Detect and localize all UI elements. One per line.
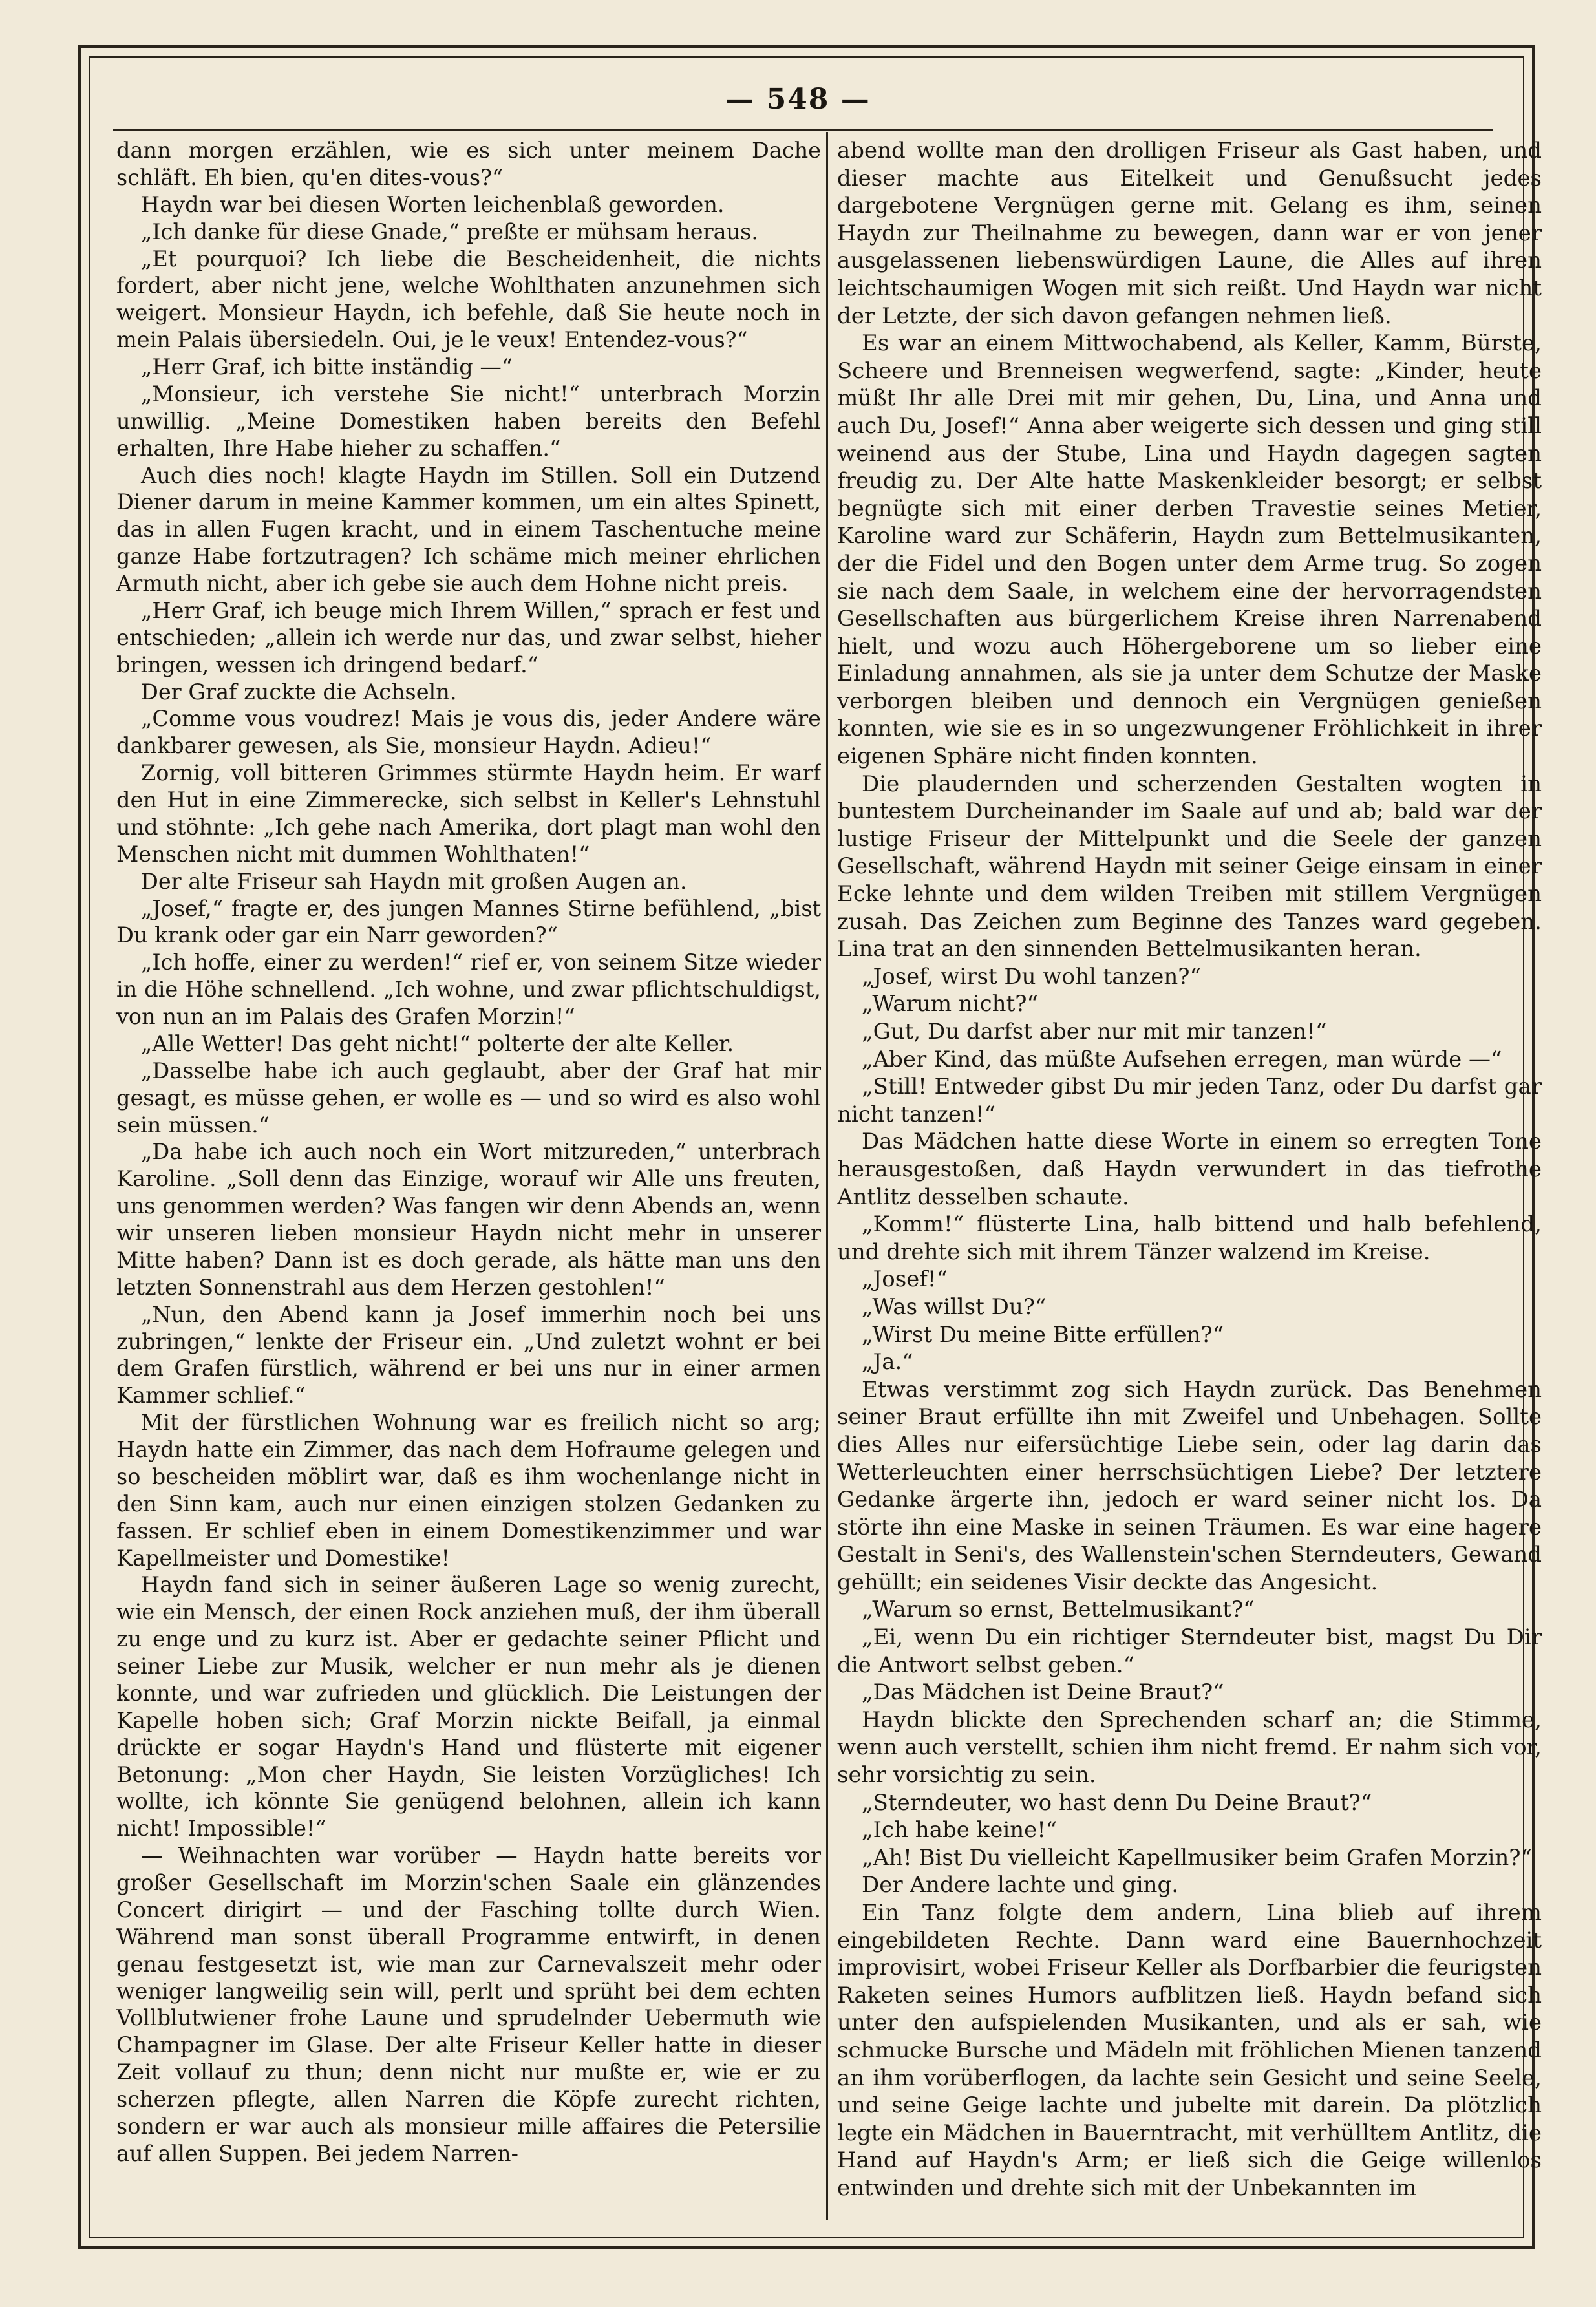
paragraph: „Wirst Du meine Bitte erfüllen?“	[862, 1321, 1224, 1348]
paragraph: Zornig, voll bitteren Grimmes stürmte Haydn heim. Er warf den Hut in eine Zimmerecke, sich selbst in Keller's Lehnstuhl und stöhnte: „Ich gehe nach Amerika, dort plagt man wohl den Menschen nicht mit dummen Wohlthaten!“	[116, 760, 821, 867]
paragraph: „Monsieur, ich verstehe Sie nicht!“ unterbrach Morzin unwillig. „Meine Domestiken haben bereits den Befehl erhalten, Ihre Habe hieher zu schaffen.“	[116, 381, 821, 461]
paragraph: Mit der fürstlichen Wohnung war es freilich nicht so arg; Haydn hatte ein Zimmer, das nach dem Hofraume gelegen und so bescheiden möblirt war, daß es ihm wochenlange nicht in den Sinn kam, auch nur einen einzigen stolzen Gedanken zu fassen. Er schlief eben in einem Domestikenzimmer und war Kapellmeister und Domestike!	[116, 1410, 821, 1571]
paragraph: „Was willst Du?“	[862, 1293, 1047, 1320]
column-divider	[826, 132, 828, 2220]
paragraph: „Josef,“ fragte er, des jungen Mannes Stirne befühlend, „bist Du krank oder gar ein Narr geworden?“	[116, 895, 821, 948]
paragraph: Haydn blickte den Sprechenden scharf an; die Stimme, wenn auch verstellt, schien ihm nicht fremd. Er nahm sich vor, sehr vorsichtig zu sein.	[837, 1706, 1542, 1789]
paragraph: Die plaudernden und scherzenden Gestalten wogten in buntestem Durcheinander im Saale auf und ab; bald war der lustige Friseur der Mittelpunkt und die Seele der ganzen Gesellschaft, während Haydn mit seiner Geige einsam in einer Ecke lehnte und dem wilden Treiben mit stillem Vergnügen zusah. Das Zeichen zum Beginne des Tanzes ward gegeben. Lina trat an den sinnenden Bettelmusikanten heran.	[837, 771, 1542, 962]
paragraph: Ein Tanz folgte dem andern, Lina blieb auf ihrem eingebildeten Rechte. Dann ward eine Bauernhochzeit improvisirt, wobei Friseur Keller als Dorfbarbier die feurigsten Raketen seines Humors aufblitzen ließ. Haydn befand sich unter den aufspielenden Musikanten, und als er sah, wie schmucke Bursche und Mädeln mit fröhlichen Mienen tanzend an ihm vorüberflogen, da lachte sein Gesicht und seine Seele, und seine Geige lachte und jubelte mit darein. Da plötzlich legte ein Mädchen in Bauerntracht, mit verhülltem Antlitz, die Hand auf Haydn's Arm; er ließ sich die Geige willenlos entwinden und drehte sich mit der Unbekannten im	[837, 1900, 1542, 2201]
paragraph: Haydn fand sich in seiner äußeren Lage so wenig zurecht, wie ein Mensch, der einen Rock anziehen muß, der ihm überall zu enge und zu kurz ist. Aber er gedachte seiner Pflicht und seiner Liebe zur Musik, welcher er nun mehr als je dienen konnte, und war zufrieden und glücklich. Die Leistungen der Kapelle hoben sich; Graf Morzin nickte Beifall, ja einmal drückte er sogar Haydn's Hand und flüsterte mit eigener Betonung: „Mon cher Haydn, Sie leisten Vorzügliches! Ich wollte, ich könnte Sie genügend belohnen, allein ich kann nicht! Impossible!“	[116, 1572, 821, 1842]
paragraph: „Ich hoffe, einer zu werden!“ rief er, von seinem Sitze wieder in die Höhe schnellend. „Ich wohne, und zwar pflichtschuldigst, von nun an im Palais des Grafen Morzin!“	[116, 950, 821, 1029]
paragraph: dann morgen erzählen, wie es sich unter meinem Dache schläft. Eh bien, qu'en dites-vous?“	[116, 138, 821, 190]
paragraph: „Aber Kind, das müßte Aufsehen erregen, man würde —“	[862, 1046, 1502, 1072]
paragraph: — Weihnachten war vorüber — Haydn hatte bereits vor großer Gesellschaft im Morzin'schen Saale ein glänzendes Concert dirigirt — und der Fasching tollte durch Wien. Während man sonst überall Programme entwirft, in denen genau festgesetzt ist, wie man zur Carnevalszeit mehr oder weniger langweilig sein will, perlt und sprüht bei dem echten Vollblutwiener frohe Laune und sprudelnder Uebermuth wie Champagner im Glase. Der alte Friseur Keller hatte in dieser Zeit vollauf zu thun; denn nicht nur mußte er, wie er zu scherzen pflegte, allen Narren die Köpfe zurecht richten, sondern er war auch als monsieur mille affaires die Petersilie auf allen Suppen. Bei jedem Narren-	[116, 1843, 821, 2166]
paragraph: „Dasselbe habe ich auch geglaubt, aber der Graf hat mir gesagt, es müsse gehen, er wolle es — und so wird es also wohl sein müssen.“	[116, 1058, 821, 1138]
paragraph: „Josef!“	[862, 1266, 948, 1293]
right-column	[837, 137, 1542, 2212]
paragraph: „Alle Wetter! Das geht nicht!“ polterte der alte Keller.	[141, 1030, 734, 1056]
paragraph: „Comme vous voudrez! Mais je vous dis, jeder Andere wäre dankbarer gewesen, als Sie, monsieur Haydn. Adieu!“	[116, 706, 821, 759]
paragraph: „Da habe ich auch noch ein Wort mitzureden,“ unterbrach Karoline. „Soll denn das Einzige, worauf wir Alle uns freuten, uns genommen werden? Was fangen wir denn Abends an, wenn wir unseren lieben monsieur Haydn nicht mehr in unserer Mitte haben? Dann ist es doch gerade, als hätte man uns den letzten Sonnenstrahl aus dem Herzen gestohlen!“	[116, 1139, 821, 1300]
paragraph: „Warum so ernst, Bettelmusikant?“	[862, 1597, 1255, 1623]
paragraph: Etwas verstimmt zog sich Haydn zurück. Das Benehmen seiner Braut erfüllte ihn mit Zweifel und Unbehagen. Sollte dies Alles nur eifersüchtige Liebe sein, oder lag darin das Wetterleuchten einer herrschsüchtigen Liebe? Der letztere Gedanke ärgerte ihn, jedoch er ward seiner nicht los. Da störte ihn eine Maske in seinen Träumen. Es war eine hagere Gestalt in Seni's, des Wallenstein'schen Sterndeuters, Gewand gehüllt; ein seidenes Visir deckte das Angesicht.	[837, 1376, 1542, 1595]
paragraph: Der Graf zuckte die Achseln.	[141, 679, 457, 705]
paragraph: Der alte Friseur sah Haydn mit großen Augen an.	[141, 868, 687, 894]
paragraph: „Ah! Bist Du vielleicht Kapellmusiker beim Grafen Morzin?“	[862, 1844, 1532, 1871]
left-column	[116, 137, 821, 2212]
paragraph: abend wollte man den drolligen Friseur als Gast haben, und dieser machte aus Eitelkeit und Genußsucht jedes dargebotene Vergnügen gerne mit. Gelang es ihm, seinen Haydn zur Theilnahme zu bewegen, dann war er von jener ausgelassenen liebenswürdigen Laune, die Alles auf ihren leichtschaumigen Wogen mit sich reißt. Und Haydn war nicht der Letzte, der sich davon gefangen nehmen ließ.	[837, 138, 1542, 329]
paragraph: „Ja.“	[862, 1349, 913, 1376]
page-number: — 548 —	[725, 83, 871, 116]
paragraph: „Nun, den Abend kann ja Josef immerhin noch bei uns zubringen,“ lenkte der Friseur ein. „Und zuletzt wohnt er bei dem Grafen fürstlich, während er bei uns nur in einer armen Kammer schlief.“	[116, 1301, 821, 1409]
paragraph: „Das Mädchen ist Deine Braut?“	[862, 1679, 1224, 1706]
paragraph: Auch dies noch! klagte Haydn im Stillen. Soll ein Dutzend Diener darum in meine Kammer kommen, um ein altes Spinett, das in allen Fugen kracht, und in einem Taschentuche meine ganze Habe fortzutragen? Ich schäme mich meiner ehrlichen Armuth nicht, aber ich gebe sie auch dem Hohne nicht preis.	[116, 462, 821, 596]
paragraph: „Herr Graf, ich bitte inständig —“	[141, 354, 513, 379]
paragraph: Das Mädchen hatte diese Worte in einem so erregten Tone herausgestoßen, daß Haydn verwundert in das tiefrothe Antlitz desselben schaute.	[837, 1129, 1542, 1210]
paragraph: Der Andere lachte und ging.	[862, 1872, 1179, 1898]
paragraph: „Komm!“ flüsterte Lina, halb bittend und halb befehlend, und drehte sich mit ihrem Tänzer walzend im Kreise.	[837, 1211, 1542, 1265]
paragraph: „Warum nicht?“	[862, 991, 1038, 1017]
paragraph: Haydn war bei diesen Worten leichenblaß geworden.	[141, 191, 725, 217]
paragraph: „Josef, wirst Du wohl tanzen?“	[862, 963, 1201, 990]
paragraph: „Sterndeuter, wo hast denn Du Deine Braut?“	[862, 1789, 1372, 1816]
paragraph: „Et pourquoi? Ich liebe die Bescheidenheit, die nichts fordert, aber nicht jene, welche Wohlthaten anzunehmen sich weigert. Monsieur Haydn, ich befehle, daß Sie heute noch in mein Palais übersiedeln. Oui, je le veux! Entendez-vous?“	[116, 246, 821, 353]
paragraph: „Ich habe keine!“	[862, 1817, 1058, 1844]
paragraph: „Ich danke für diese Gnade,“ preßte er mühsam heraus.	[141, 218, 759, 244]
paragraph: Es war an einem Mittwochabend, als Keller, Kamm, Bürste, Scheere und Brenneisen wegwerfend, sagte: „Kinder, heute müßt Ihr alle Drei mit mir gehen, Du, Lina, und Anna und auch Du, Josef!“ Anna aber weigerte sich dessen und ging still weinend aus der Stube, Lina und Haydn dagegen sagten freudig zu. Der Alte hatte Maskenkleider besorgt; er selbst begnügte sich mit einer derben Travestie seines Metier, Karoline ward zur Schäferin, Haydn zum Bettelmusikanten, der die Fidel und den Bogen unter dem Arme trug. So zogen sie nach dem Saale, in welchem eine der hervorragendsten Gesellschaften aus bürgerlichem Kreise ihren Narrenabend hielt, und wozu auch Höhergeborene um so lieber eine Einladung annahmen, als sie ja unter dem Schutze der Maske verborgen bleiben und dennoch ein Vergnügen genießen konnten, wie sie es in so ungezwungener Fröhlichkeit in ihrer eigenen Sphäre nicht finden konnten.	[837, 330, 1542, 770]
paragraph: „Gut, Du darfst aber nur mit mir tanzen!“	[862, 1019, 1327, 1045]
header-rule	[113, 129, 1493, 131]
paragraph: „Ei, wenn Du ein richtiger Sterndeuter bist, magst Du Dir die Antwort selbst geben.“	[837, 1624, 1542, 1678]
paragraph: „Herr Graf, ich beuge mich Ihrem Willen,“ sprach er fest und entschieden; „allein ich werde nur das, und zwar selbst, hieher bringen, wessen ich dringend bedarf.“	[116, 597, 821, 677]
paragraph: „Still! Entweder gibst Du mir jeden Tanz, oder Du darfst gar nicht tanzen!“	[837, 1074, 1542, 1127]
